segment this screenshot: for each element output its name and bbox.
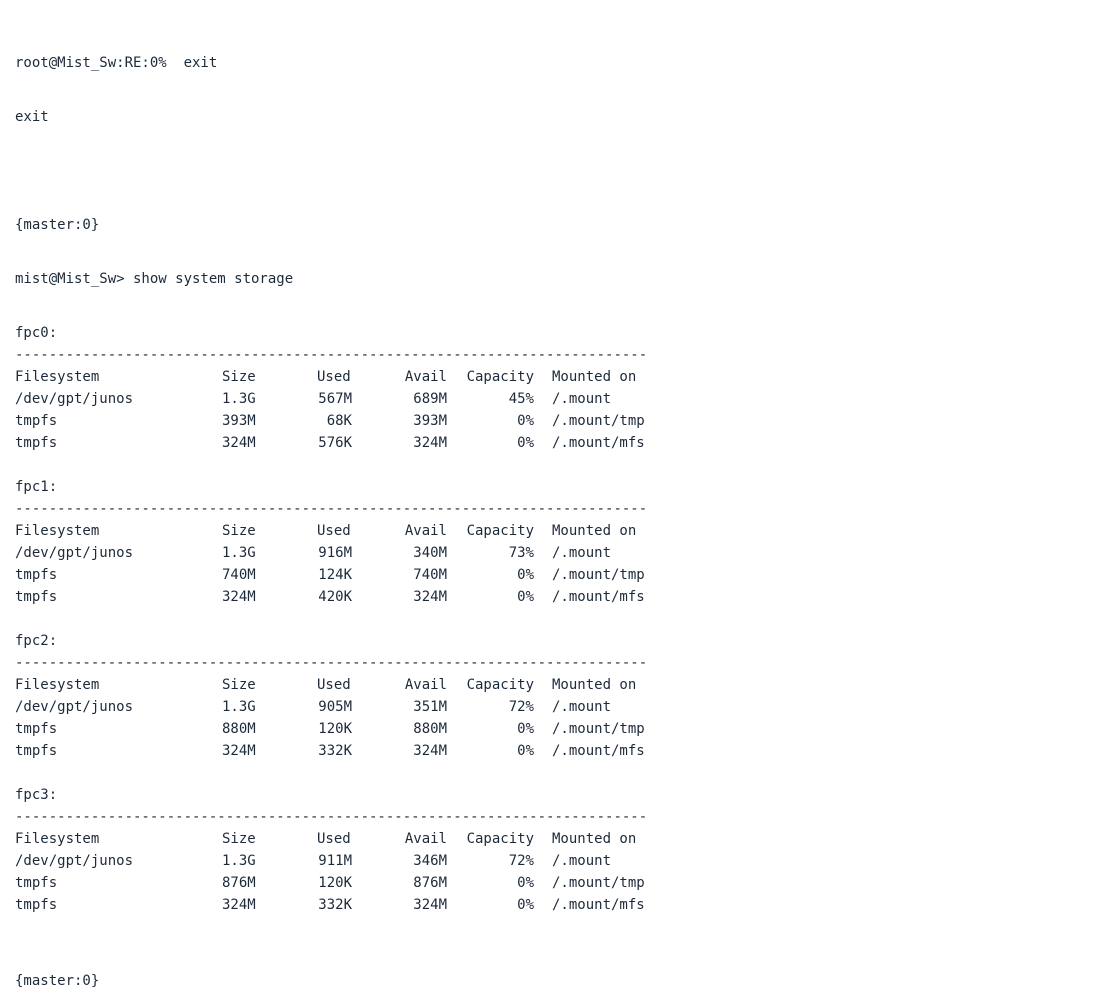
header-mounted-on: Mounted on — [552, 677, 637, 693]
cell-size: 1.3G — [222, 853, 256, 869]
cell-mounted-on: /.mount/mfs — [552, 435, 645, 451]
header-used: Used — [317, 677, 351, 693]
cell-capacity: 0% — [517, 897, 534, 913]
cell-capacity: 0% — [517, 435, 534, 451]
cell-size: 740M — [222, 567, 256, 583]
cell-used: 124K — [318, 567, 352, 583]
header-mounted-on: Mounted on — [552, 369, 637, 385]
table-row — [15, 586, 1104, 608]
table-row — [15, 894, 1104, 916]
cell-used: 332K — [318, 743, 352, 759]
cell-size: 324M — [222, 589, 256, 605]
cell-filesystem: /dev/gpt/junos — [15, 853, 134, 869]
header-size: Size — [222, 677, 256, 693]
cell-used: 576K — [318, 435, 352, 451]
cell-capacity: 0% — [517, 413, 534, 429]
terminal-line: root@Mist_Sw:RE:0% exit — [15, 55, 218, 71]
terminal-line: exit — [15, 109, 49, 125]
blank-line — [15, 454, 1104, 476]
cell-avail: 324M — [413, 435, 447, 451]
context-label-close: {master:0} — [15, 973, 100, 989]
table-header — [15, 366, 1104, 388]
cell-filesystem: tmpfs — [15, 589, 58, 605]
cell-capacity: 45% — [508, 391, 534, 407]
cell-size: 393M — [222, 413, 256, 429]
cell-mounted-on: /.mount — [552, 853, 612, 869]
cell-avail: 689M — [413, 391, 447, 407]
cell-used: 332K — [318, 897, 352, 913]
separator-line: --------------------------------------------------------------------------- — [15, 501, 648, 517]
terminal-output[interactable] — [15, 20, 1104, 1008]
cell-used: 911M — [318, 853, 352, 869]
table-header — [15, 520, 1104, 542]
cell-size: 1.3G — [222, 699, 256, 715]
header-capacity: Capacity — [466, 831, 534, 847]
cell-mounted-on: /.mount/tmp — [552, 567, 645, 583]
table-row — [15, 696, 1104, 718]
header-capacity: Capacity — [466, 523, 534, 539]
cell-avail: 393M — [413, 413, 447, 429]
cell-filesystem: tmpfs — [15, 897, 58, 913]
blank-line — [15, 762, 1104, 784]
header-filesystem: Filesystem — [15, 523, 100, 539]
header-capacity: Capacity — [466, 677, 534, 693]
cell-size: 1.3G — [222, 391, 256, 407]
table-row — [15, 410, 1104, 432]
cell-used: 420K — [318, 589, 352, 605]
cell-filesystem: tmpfs — [15, 721, 58, 737]
table-row — [15, 740, 1104, 762]
header-used: Used — [317, 523, 351, 539]
cell-filesystem: tmpfs — [15, 743, 58, 759]
cell-used: 905M — [318, 699, 352, 715]
cell-used: 120K — [318, 721, 352, 737]
cell-filesystem: tmpfs — [15, 413, 58, 429]
cell-used: 567M — [318, 391, 352, 407]
table-row — [15, 718, 1104, 740]
cell-capacity: 0% — [517, 875, 534, 891]
cell-capacity: 0% — [517, 589, 534, 605]
header-filesystem: Filesystem — [15, 677, 100, 693]
header-mounted-on: Mounted on — [552, 523, 637, 539]
cell-mounted-on: /.mount/mfs — [552, 743, 645, 759]
cell-avail: 324M — [413, 589, 447, 605]
table-row — [15, 564, 1104, 586]
cell-mounted-on: /.mount — [552, 545, 612, 561]
header-size: Size — [222, 523, 256, 539]
cell-size: 876M — [222, 875, 256, 891]
header-avail: Avail — [404, 831, 447, 847]
separator-line: --------------------------------------------------------------------------- — [15, 655, 648, 671]
cell-avail: 880M — [413, 721, 447, 737]
cell-mounted-on: /.mount/tmp — [552, 721, 645, 737]
cell-filesystem: /dev/gpt/junos — [15, 699, 134, 715]
header-capacity: Capacity — [466, 369, 534, 385]
cell-used: 916M — [318, 545, 352, 561]
cell-capacity: 0% — [517, 567, 534, 583]
cell-capacity: 72% — [508, 699, 534, 715]
header-filesystem: Filesystem — [15, 831, 100, 847]
header-avail: Avail — [404, 369, 447, 385]
table-header — [15, 674, 1104, 696]
cell-avail: 351M — [413, 699, 447, 715]
cell-filesystem: /dev/gpt/junos — [15, 545, 134, 561]
cell-filesystem: tmpfs — [15, 567, 58, 583]
section-title: fpc0: — [15, 325, 58, 341]
table-row — [15, 872, 1104, 894]
cell-capacity: 73% — [508, 545, 534, 561]
context-label: {master:0} — [15, 217, 100, 233]
cell-mounted-on: /.mount — [552, 699, 612, 715]
separator-line: --------------------------------------------------------------------------- — [15, 809, 648, 825]
table-row — [15, 542, 1104, 564]
command-line: mist@Mist_Sw> show system storage — [15, 271, 294, 287]
table-header — [15, 828, 1104, 850]
header-size: Size — [222, 369, 256, 385]
separator-line: --------------------------------------------------------------------------- — [15, 347, 648, 363]
cell-capacity: 0% — [517, 743, 534, 759]
blank-line — [15, 160, 1104, 182]
cell-used: 120K — [318, 875, 352, 891]
cell-size: 324M — [222, 435, 256, 451]
cell-size: 1.3G — [222, 545, 256, 561]
table-row — [15, 388, 1104, 410]
cell-avail: 740M — [413, 567, 447, 583]
storage-sections — [15, 322, 1104, 938]
cell-avail: 876M — [413, 875, 447, 891]
section-title: fpc3: — [15, 787, 58, 803]
header-size: Size — [222, 831, 256, 847]
cell-filesystem: /dev/gpt/junos — [15, 391, 134, 407]
cell-size: 324M — [222, 897, 256, 913]
section-title: fpc1: — [15, 479, 58, 495]
cell-size: 880M — [222, 721, 256, 737]
cell-mounted-on: /.mount/tmp — [552, 875, 645, 891]
table-row — [15, 850, 1104, 872]
cell-filesystem: tmpfs — [15, 435, 58, 451]
blank-line — [15, 608, 1104, 630]
cell-avail: 324M — [413, 897, 447, 913]
blank-line — [15, 916, 1104, 938]
header-used: Used — [317, 831, 351, 847]
cell-capacity: 72% — [508, 853, 534, 869]
cell-avail: 340M — [413, 545, 447, 561]
cell-size: 324M — [222, 743, 256, 759]
cell-mounted-on: /.mount/mfs — [552, 897, 645, 913]
cell-mounted-on: /.mount — [552, 391, 612, 407]
cell-avail: 346M — [413, 853, 447, 869]
section-title: fpc2: — [15, 633, 58, 649]
cell-mounted-on: /.mount/mfs — [552, 589, 645, 605]
cell-filesystem: tmpfs — [15, 875, 58, 891]
header-used: Used — [317, 369, 351, 385]
header-avail: Avail — [404, 523, 447, 539]
table-row — [15, 432, 1104, 454]
cell-capacity: 0% — [517, 721, 534, 737]
cell-avail: 324M — [413, 743, 447, 759]
header-mounted-on: Mounted on — [552, 831, 637, 847]
header-filesystem: Filesystem — [15, 369, 100, 385]
cell-used: 68K — [326, 413, 352, 429]
cell-mounted-on: /.mount/tmp — [552, 413, 645, 429]
header-avail: Avail — [404, 677, 447, 693]
